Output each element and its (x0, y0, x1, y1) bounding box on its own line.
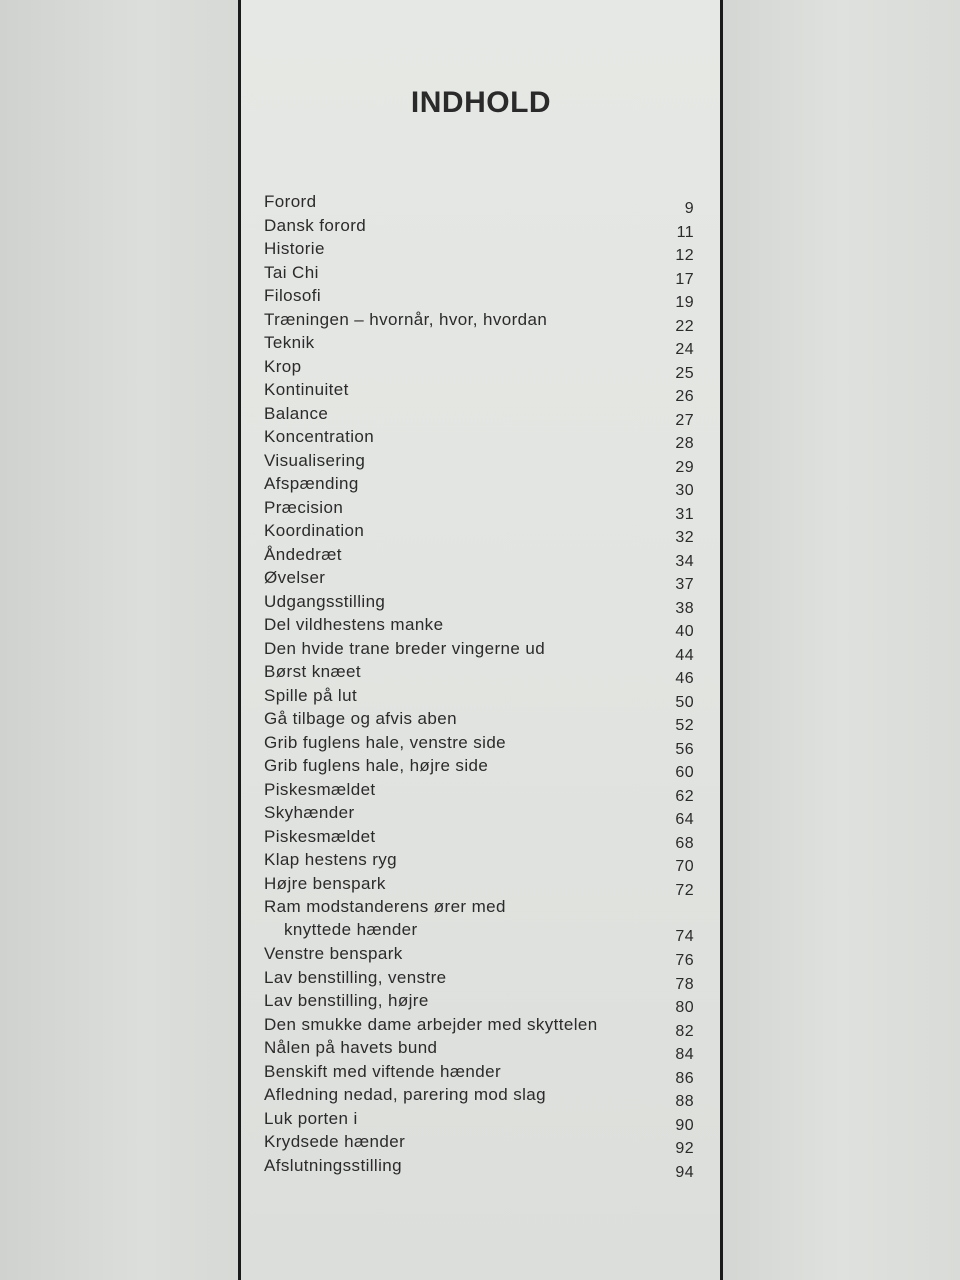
toc-entry-title (264, 402, 328, 425)
toc-entry-title-line: Grib fuglens hale, venstre side (264, 732, 507, 752)
toc-entry-page-number: 60 (675, 764, 694, 781)
toc-entry-title (264, 1083, 546, 1106)
toc-entry-title-line: Præcision (264, 497, 344, 517)
toc-entry (264, 1130, 694, 1157)
toc-entry-title (264, 331, 315, 354)
toc-entry-title-line: Filosofi (264, 286, 322, 305)
toc-entry-page-number: 34 (675, 552, 694, 570)
toc-entry-title (264, 496, 343, 519)
toc-entry-page-number: 74 (675, 928, 694, 945)
toc-entry-page-number: 92 (675, 1140, 694, 1157)
toc-entry-title-line2: knyttede hænder (284, 920, 418, 939)
toc-entry-title-line: Koordination (264, 521, 365, 540)
toc-entry-title (264, 707, 457, 730)
toc-entry-page-number: 17 (675, 270, 694, 288)
toc-entry-title-line: Forord (264, 192, 317, 211)
toc-entry-page-number: 72 (675, 881, 694, 899)
toc-entry-title-line: Den smukke dame arbejder med skyttelen (264, 1014, 598, 1034)
table-of-contents (264, 190, 694, 1181)
toc-entry-title (264, 214, 366, 237)
toc-entry (264, 613, 694, 640)
toc-entry-title (264, 825, 376, 848)
toc-entry-page-number: 44 (675, 646, 694, 664)
toc-entry-title-line: Nålen på havets bund (264, 1038, 438, 1057)
toc-entry-title (264, 989, 429, 1012)
toc-entry (264, 1107, 694, 1134)
toc-entry-title (264, 872, 386, 895)
toc-entry-title-line: Del vildhestens manke (264, 615, 444, 634)
toc-entry-title-line: Dansk forord (264, 215, 367, 235)
toc-entry-page-number: 50 (675, 693, 694, 711)
toc-entry-title (264, 1130, 405, 1153)
toc-entry-title (264, 778, 376, 801)
toc-entry (264, 754, 694, 781)
toc-entry-title-line: Åndedræt (264, 544, 342, 564)
toc-entry-title-line: Grib fuglens hale, højre side (264, 756, 489, 775)
toc-entry-title-line: Tai Chi (264, 262, 319, 282)
toc-entry-page-number: 27 (675, 411, 694, 429)
toc-entry-page-number: 25 (675, 364, 694, 382)
toc-entry (264, 942, 694, 969)
toc-entry-page-number: 32 (675, 529, 694, 546)
toc-entry (264, 378, 694, 405)
toc-entry-page-number: 37 (675, 576, 694, 593)
toc-entry (264, 1060, 694, 1087)
toc-entry-title-line: Venstre benspark (264, 944, 403, 963)
toc-entry-title (264, 308, 547, 331)
toc-entry-title (264, 449, 365, 472)
toc-entry-title (264, 942, 403, 965)
toc-entry-title (264, 543, 342, 566)
toc-entry-title-line: Benskift med viftende hænder (264, 1061, 502, 1081)
toc-entry-title-line: Krydsede hænder (264, 1132, 406, 1151)
toc-entry-title (264, 261, 319, 284)
toc-entry-page-number: 80 (675, 999, 694, 1016)
toc-entry-title (264, 378, 349, 401)
toc-entry-page-number: 11 (676, 223, 694, 241)
toc-entry (264, 989, 694, 1016)
toc-entry-title-line: Træningen – hvornår, hvor, hvordan (264, 309, 548, 329)
toc-entry-page-number: 46 (675, 670, 694, 687)
toc-entry-title-line: Den hvide trane breder vingerne ud (264, 638, 546, 658)
toc-entry (264, 261, 694, 288)
toc-entry-title (264, 895, 506, 941)
toc-entry-page-number: 9 (684, 200, 694, 217)
toc-entry-page-number: 70 (675, 858, 694, 875)
toc-entry-title (264, 1013, 598, 1036)
toc-entry-title (264, 355, 302, 378)
toc-entry-title (264, 966, 447, 989)
toc-entry-title-line: Visualisering (264, 450, 366, 470)
toc-entry-title (264, 731, 506, 754)
toc-entry-title (264, 284, 321, 307)
toc-entry (264, 425, 694, 452)
toc-entry-title-line: Afspænding (264, 474, 359, 493)
toc-entry-title (264, 1060, 501, 1083)
toc-entry-page-number: 52 (675, 717, 694, 734)
toc-entry (264, 966, 694, 993)
background-left (0, 0, 240, 1280)
toc-entry (264, 519, 694, 546)
toc-entry (264, 1154, 694, 1181)
toc-entry (264, 1036, 694, 1063)
toc-entry-title (264, 590, 385, 613)
toc-entry-page-number: 56 (675, 740, 694, 758)
toc-entry-title-line: Øvelser (264, 568, 326, 587)
toc-entry (264, 566, 694, 593)
toc-entry-page-number: 29 (675, 458, 694, 476)
toc-entry (264, 284, 694, 311)
toc-entry-title-line: Skyhænder (264, 803, 355, 822)
toc-entry (264, 590, 694, 617)
toc-entry-page-number: 62 (675, 787, 694, 805)
toc-entry-page-number: 78 (675, 975, 694, 993)
toc-entry-title-line: Krop (264, 356, 302, 376)
toc-entry-title-line: Piskesmældet (264, 779, 376, 799)
toc-entry (264, 731, 694, 758)
toc-entry-page-number: 31 (675, 505, 694, 523)
page-edge-left (238, 0, 241, 1280)
toc-entry-title (264, 684, 357, 707)
toc-entry-title (264, 190, 316, 213)
toc-entry-page-number: 76 (675, 952, 694, 969)
toc-entry-title (264, 472, 359, 495)
page-edge-right (720, 0, 723, 1280)
toc-entry-title-line: Teknik (264, 333, 315, 352)
toc-entry-page-number: 22 (675, 317, 694, 335)
toc-entry (264, 449, 694, 476)
background-right (722, 0, 960, 1280)
toc-entry-page-number: 12 (675, 247, 694, 264)
toc-entry-page-number: 90 (675, 1116, 694, 1134)
toc-entry-title-line: Afledning nedad, parering mod slag (264, 1085, 547, 1104)
toc-entry-title-line: Udgangsstilling (264, 591, 386, 611)
toc-entry-page-number: 94 (675, 1163, 694, 1181)
toc-entry-title-line: Luk porten i (264, 1108, 358, 1128)
toc-entry-title (264, 519, 364, 542)
toc-entry-title-line: Balance (264, 403, 329, 423)
toc-entry (264, 331, 694, 358)
toc-entry (264, 308, 694, 335)
toc-entry (264, 543, 694, 570)
toc-entry (264, 801, 694, 828)
toc-entry-page-number: 68 (675, 834, 694, 852)
toc-entry (264, 355, 694, 382)
toc-entry-page-number: 64 (675, 811, 694, 828)
toc-entry-title-line: Gå tilbage og afvis aben (264, 709, 457, 728)
toc-entry-title-line: Børst knæet (264, 662, 361, 681)
toc-entry-page-number: 38 (675, 599, 694, 617)
toc-entry (264, 707, 694, 734)
toc-entry-title (264, 425, 374, 448)
toc-entry-page-number: 88 (675, 1093, 694, 1110)
toc-entry-title (264, 566, 325, 589)
toc-entry (264, 402, 694, 429)
toc-entry (264, 190, 694, 217)
toc-entry-page-number: 26 (675, 388, 694, 405)
toc-entry (264, 214, 694, 241)
toc-entry-title (264, 754, 488, 777)
toc-entry-page-number: 40 (675, 623, 694, 640)
toc-entry-title-line: Historie (264, 239, 325, 258)
toc-entry (264, 1013, 694, 1040)
toc-entry (264, 496, 694, 523)
toc-entry-title-line: Piskesmældet (264, 826, 376, 846)
toc-entry-page-number: 84 (675, 1046, 694, 1063)
toc-entry-title (264, 637, 545, 660)
toc-entry (264, 825, 694, 852)
toc-entry-title (264, 801, 355, 824)
toc-entry-title-line: Ram modstanderens ører med (264, 897, 506, 916)
toc-entry-title (264, 1036, 437, 1059)
book-page (240, 0, 722, 1280)
toc-entry (264, 848, 694, 875)
toc-entry-title (264, 613, 443, 636)
toc-entry (264, 684, 694, 711)
toc-entry-page-number: 30 (675, 482, 694, 499)
toc-entry (264, 472, 694, 499)
toc-entry-title (264, 848, 397, 871)
toc-entry-page-number: 28 (675, 435, 694, 452)
toc-entry-page-number: 82 (675, 1022, 694, 1040)
page-title: INDHOLD (410, 86, 552, 119)
toc-entry-title (264, 1107, 358, 1130)
toc-entry-title-line: Kontinuitet (264, 380, 349, 399)
toc-entry (264, 660, 694, 687)
toc-entry-title-line: Koncentration (264, 427, 375, 446)
toc-entry-title (264, 1154, 402, 1177)
toc-entry-title (264, 237, 325, 260)
toc-entry (264, 637, 694, 664)
toc-entry (264, 1083, 694, 1110)
toc-entry-page-number: 86 (675, 1069, 694, 1087)
toc-entry-page-number: 19 (675, 294, 694, 311)
toc-entry-title-line: Højre benspark (264, 873, 386, 893)
toc-entry-page-number: 24 (675, 341, 694, 358)
toc-entry-title-line: Klap hestens ryg (264, 850, 398, 869)
toc-entry-title-line: Lav benstilling, venstre (264, 967, 447, 987)
toc-entry-title-line: Lav benstilling, højre (264, 991, 429, 1010)
toc-entry (264, 895, 694, 945)
toc-entry (264, 872, 694, 899)
toc-entry (264, 778, 694, 805)
toc-entry-title-line: Afslutningsstilling (264, 1155, 402, 1175)
toc-entry-title (264, 660, 361, 683)
toc-entry (264, 237, 694, 264)
toc-entry-title-line: Spille på lut (264, 685, 358, 705)
